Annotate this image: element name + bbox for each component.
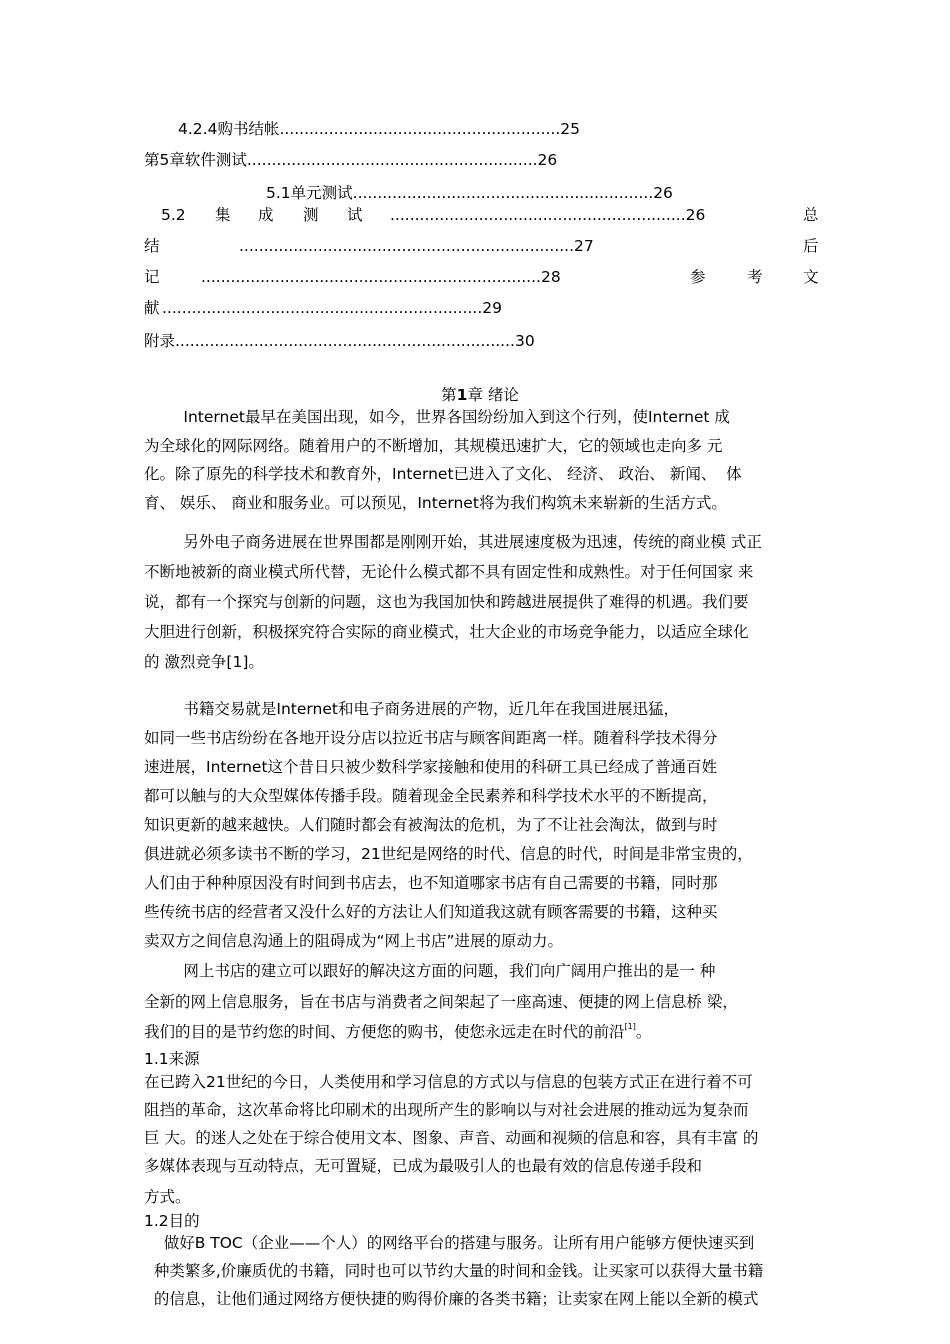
paragraph-line: 种类繁多,价廉质优的书籍，同时也可以节约大量的时间和金钱。让买家可以获得大量书籍	[144, 1262, 764, 1280]
paragraph-line: 阻挡的革命，这次革命将比印刷术的出现所产生的影响以与对社会进展的推动远为复杂而	[144, 1101, 749, 1119]
toc-entry-summary-leader: ....................................................................27	[239, 237, 594, 255]
paragraph-line: 为全球化的网际网络。随着用户的不断增加，其规模迅速扩大，它的领域也走向多 元	[144, 436, 723, 455]
paragraph-line: 人们由于种种原因没有时间到书店去，也不知道哪家书店有自己需要的书籍，同时那	[144, 874, 718, 892]
toc-entry-references-leader: .................................................................29	[162, 299, 502, 317]
toc-entry-5-2-char: 试	[347, 206, 363, 224]
toc-entry-5-2-leader: ............................................................26	[390, 206, 706, 224]
paragraph-line-text: 我们的目的是节约您的时间、方便您的购书，使您永远走在时代的前沿	[144, 1023, 625, 1041]
section-body-1-1	[144, 1068, 822, 1211]
paragraph-line-last	[144, 1017, 822, 1048]
chapter-title-text: 章 绪论	[467, 386, 519, 404]
toc-entry-5-2-char: 集	[215, 206, 231, 224]
paragraph-line: 大胆进行创新，积极探究符合实际的商业模式，壮大企业的市场竞争能力，以适应全球化	[144, 623, 749, 641]
paragraph-internet	[144, 403, 822, 517]
toc-entry-postscript-char: 后	[803, 237, 819, 255]
toc-entry-5-2-char: 测	[303, 206, 319, 224]
toc-entry-summary-char: 总	[803, 206, 819, 224]
paragraph-line: 如同一些书店纷纷在各地开设分店以拉近书店与顾客间距离一样。随着科学技术得分	[144, 729, 718, 747]
toc-entry-references-char: 献	[144, 299, 160, 317]
paragraph-line: 网上书店的建立可以跟好的解决这方面的问题，我们向广阔用户推出的是一 种	[144, 962, 716, 980]
toc-entry-summary-char: 结	[144, 237, 160, 255]
toc-entry-5-1[interactable]: 5.1单元测试.............................................................26	[266, 184, 673, 202]
paragraph-book-trade	[144, 695, 822, 956]
toc-entry-appendix[interactable]: 附录.....................................................................30	[144, 332, 535, 350]
chapter-title-prefix: 第	[441, 386, 457, 404]
toc-entry-references-char: 文	[803, 268, 819, 286]
toc-entry-5-2-char: 成	[258, 206, 274, 224]
paragraph-line: 的 激烈竞争[1]。	[144, 653, 264, 671]
toc-entry-references-char: 考	[747, 268, 763, 286]
chapter-number: 1	[456, 386, 468, 404]
paragraph-line: Internet最早在美国出现，如今，世界各国纷纷加入到这个行列，使Internet 成	[144, 408, 730, 426]
section-body-1-2	[144, 1229, 822, 1313]
paragraph-line: 育、 娱乐、 商业和服务业。可以预见，Internet将为我们构筑未来崭新的生活方式。	[144, 493, 727, 512]
paragraph-line: 些传统书店的经营者又没什么好的方法让人们知道我这就有顾客需要的书籍，这种买	[144, 903, 718, 921]
paragraph-line: 方式。	[144, 1188, 191, 1206]
paragraph-line: 的信息，让他们通过网络方便快捷的购得价廉的各类书籍；让卖家在网上能以全新的模式	[144, 1290, 759, 1308]
paragraph-line: 多媒体表现与互动特点，无可置疑，已成为最吸引人的也最有效的信息传递手段和	[144, 1157, 703, 1175]
toc-entry-postscript-leader: .....................................................................28	[201, 268, 561, 286]
paragraph-line: 俱进就必须多读书不断的学习，21世纪是网络的时代、信息的时代，时间是非常宝贵的，	[144, 845, 753, 863]
paragraph-line: 速进展，Internet这个昔日只被少数科学家接触和使用的科研工具已经成了普通百姓	[144, 758, 718, 776]
paragraph-line: 全新的网上信息服务，旨在书店与消费者之间架起了一座高速、便捷的网上信息桥 梁，	[144, 992, 738, 1011]
paragraph-line: 书籍交易就是Internet和电子商务进展的产物，近几年在我国进展迅猛，	[144, 700, 679, 718]
chapter-title	[0, 385, 950, 405]
paragraph-line: 卖双方之间信息沟通上的阻碍成为“网上书店”进展的原动力。	[144, 932, 564, 950]
paragraph-line: 另外电子商务进展在世界围都是刚刚开始，其进展速度极为迅速，传统的商业模 式正	[144, 533, 762, 551]
paragraph-line: 巨 大。的迷人之处在于综合使用文本、图象、声音、动画和视频的信息和容，具有丰富 的	[144, 1129, 759, 1147]
paragraph-line: 知识更新的越来越快。人们随时都会有被淘汰的危机，为了不让社会淘汰，做到与时	[144, 816, 718, 834]
section-heading-1-2: 1.2目的	[144, 1212, 200, 1230]
section-heading-1-1: 1.1来源	[144, 1050, 200, 1068]
citation-marker[interactable]: [1]	[624, 1022, 636, 1031]
toc-entry-chapter-5[interactable]: 第5章软件测试...........................................................26	[144, 151, 558, 169]
toc-entry-5-2-number[interactable]: 5.2	[161, 206, 186, 224]
paragraph-online-bookstore	[144, 956, 822, 1048]
paragraph-line: 在已跨入21世纪的今日，人类使用和学习信息的方式以与信息的包装方式正在进行着不可	[144, 1073, 753, 1091]
toc-entry-references-char: 参	[690, 268, 706, 286]
paragraph-line: 不断地被新的商业模式所代替，无论什么模式都不具有固定性和成熟性。对于任何国家 来	[144, 563, 754, 581]
paragraph-line: 做好B TOC（企业——个人）的网络平台的搭建与服务。让所有用户能够方便快速买到	[144, 1234, 755, 1252]
paragraph-line: 化。除了原先的科学技术和教育外，Internet已进入了文化、 经济、 政治、 新闻、 体	[144, 465, 742, 483]
paragraph-line-end: 。	[635, 1023, 652, 1041]
paragraph-line: 说，都有一个探究与创新的问题，这也为我国加快和跨越进展提供了难得的机遇。我们要	[144, 593, 749, 611]
toc-entry-4-2-4[interactable]: 4.2.4购书结帐.........................................................25	[178, 120, 581, 138]
paragraph-line: 都可以触与的大众型媒体传播手段。随着现金全民素养和科学技术水平的不断提高，	[144, 787, 718, 805]
toc-entry-postscript-char: 记	[144, 268, 160, 286]
paragraph-ecommerce	[144, 527, 822, 677]
